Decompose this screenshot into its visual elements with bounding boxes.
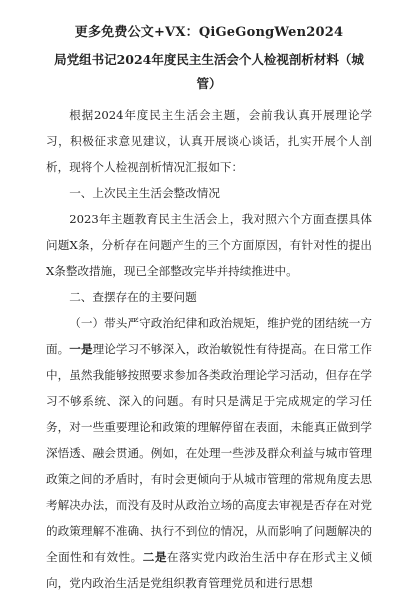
section-2-body xyxy=(46,310,372,596)
section-1-body: 2023年主题教育民主生活会上，我对照六个方面查摆具体问题X条，分析存在问题产生的三个方面原因，有针对性的提出X条整改措施，现已全部整改完毕并持续推进中。 xyxy=(46,212,372,278)
point-1-text: 理论学习不够深入，政治敏锐性有待提高。在日常工作中，虽然我能够按照要求参加各类政治理论学习活动，但存在学习不够系统、深入的问题。有时只是满足于完成规定的学习任务，对一些重要理论和政策的理解停留在表面，未能真正做到学深悟透、融会贯通。例如，在处理一些涉及群众利益与城市管理政策之间的矛盾时，有时会更倾向于从城市管理的常规角度去思考解决办法，而没有及时从政治立场的高度去审视是否存在对党的政策理解不准确、执行不到位的情况，从而影响了问题解决的全面性和有效性。 xyxy=(46,342,372,564)
page-header: 更多免费公文+VX：QiGeGongWen2024 xyxy=(74,25,344,40)
point-2-text: 在落实党内政治生活中存在形式主义倾向，党内政治生活是党组织教育管理党员和进行思想 xyxy=(46,550,372,590)
section-1-heading: 一、上次民主生活会整改情况 xyxy=(69,186,220,200)
point-2-label: 二是 xyxy=(142,550,167,564)
section-2-heading: 二、查摆存在的主要问题 xyxy=(69,290,197,304)
point-1-label: 一是 xyxy=(69,342,93,356)
intro-paragraph: 根据2024年度民主生活会主题，会前我认真开展理论学习，积极征求意见建议，认真开展谈心谈话，扎实开展个人剖析，现将个人检视剖析情况汇报如下： xyxy=(46,108,372,174)
subsection-1-heading: （一）带头严守政治纪律和政治规矩，维护党的团结统一方面。 xyxy=(46,316,372,356)
document-title: 局党组书记2024年度民主生活会个人检视剖析材料（城管） xyxy=(54,52,364,91)
